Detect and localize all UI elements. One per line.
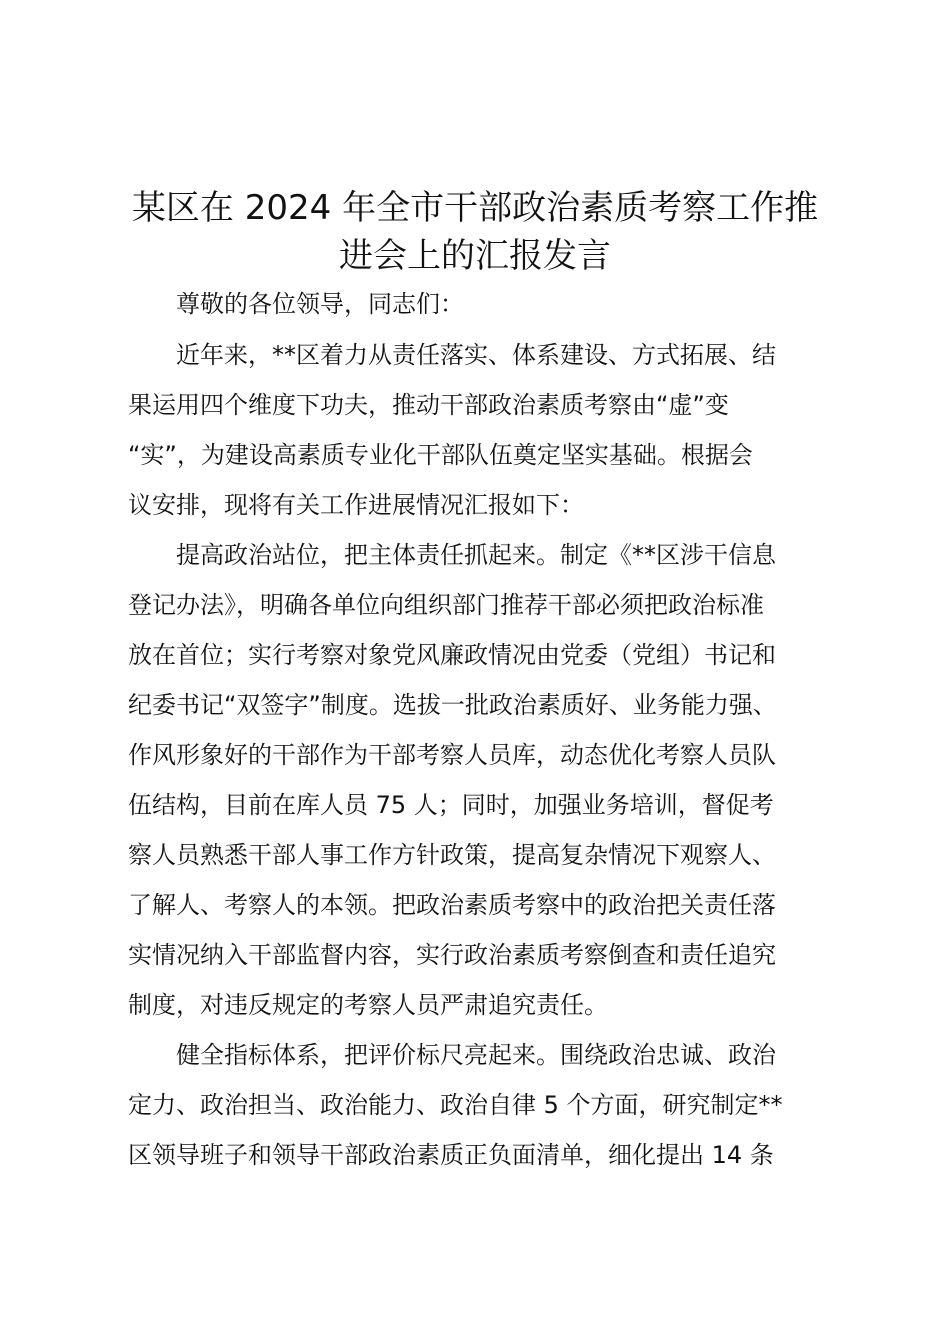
paragraph-line: 定力、政治担当、政治能力、政治自律 5 个方面，研究制定** (128, 1091, 783, 1119)
paragraph-line: 察人员熟悉干部人事工作方针政策，提高复杂情况下观察人、 (128, 841, 776, 869)
paragraph-line: 了解人、考察人的本领。把政治素质考察中的政治把关责任落 (128, 891, 776, 919)
paragraph-line: 果运用四个维度下功夫，推动干部政治素质考察由“虚”变 (128, 391, 729, 419)
document-title-line-2: 进会上的汇报发言 (339, 236, 611, 276)
paragraph-line: 实情况纳入干部监督内容，实行政治素质考察倒查和责任追究 (128, 941, 776, 969)
paragraph-line: 放在首位；实行考察对象党风廉政情况由党委（党组）书记和 (128, 641, 776, 669)
paragraph-line: 纪委书记“双签字”制度。选拔一批政治素质好、业务能力强、 (128, 691, 777, 719)
paragraph-line: 作风形象好的干部作为干部考察人员库，动态优化考察人员队 (128, 741, 776, 769)
paragraph-line: 提高政治站位，把主体责任抓起来。制定《**区涉干信息 (176, 541, 776, 569)
paragraph-line: 近年来，**区着力从责任落实、体系建设、方式拓展、结 (176, 341, 776, 369)
paragraph-line: “实”，为建设高素质专业化干部队伍奠定坚实基础。根据会 (128, 441, 753, 469)
paragraph-line: 区领导班子和领导干部政治素质正负面清单，细化提出 14 条 (128, 1141, 774, 1169)
paragraph-line: 议安排，现将有关工作进展情况汇报如下： (128, 491, 584, 519)
paragraph-line: 登记办法》，明确各单位向组织部门推荐干部必须把政治标准 (128, 591, 764, 619)
paragraph-line: 制度，对违反规定的考察人员严肃追究责任。 (128, 991, 608, 1019)
salutation: 尊敬的各位领导，同志们： (176, 290, 464, 318)
document-title-line-1: 某区在 2024 年全市干部政治素质考察工作推 (131, 188, 819, 228)
paragraph-line: 健全指标体系，把评价标尺亮起来。围绕政治忠诚、政治 (176, 1041, 776, 1069)
paragraph-line: 伍结构，目前在库人员 75 人；同时，加强业务培训，督促考 (128, 791, 774, 819)
